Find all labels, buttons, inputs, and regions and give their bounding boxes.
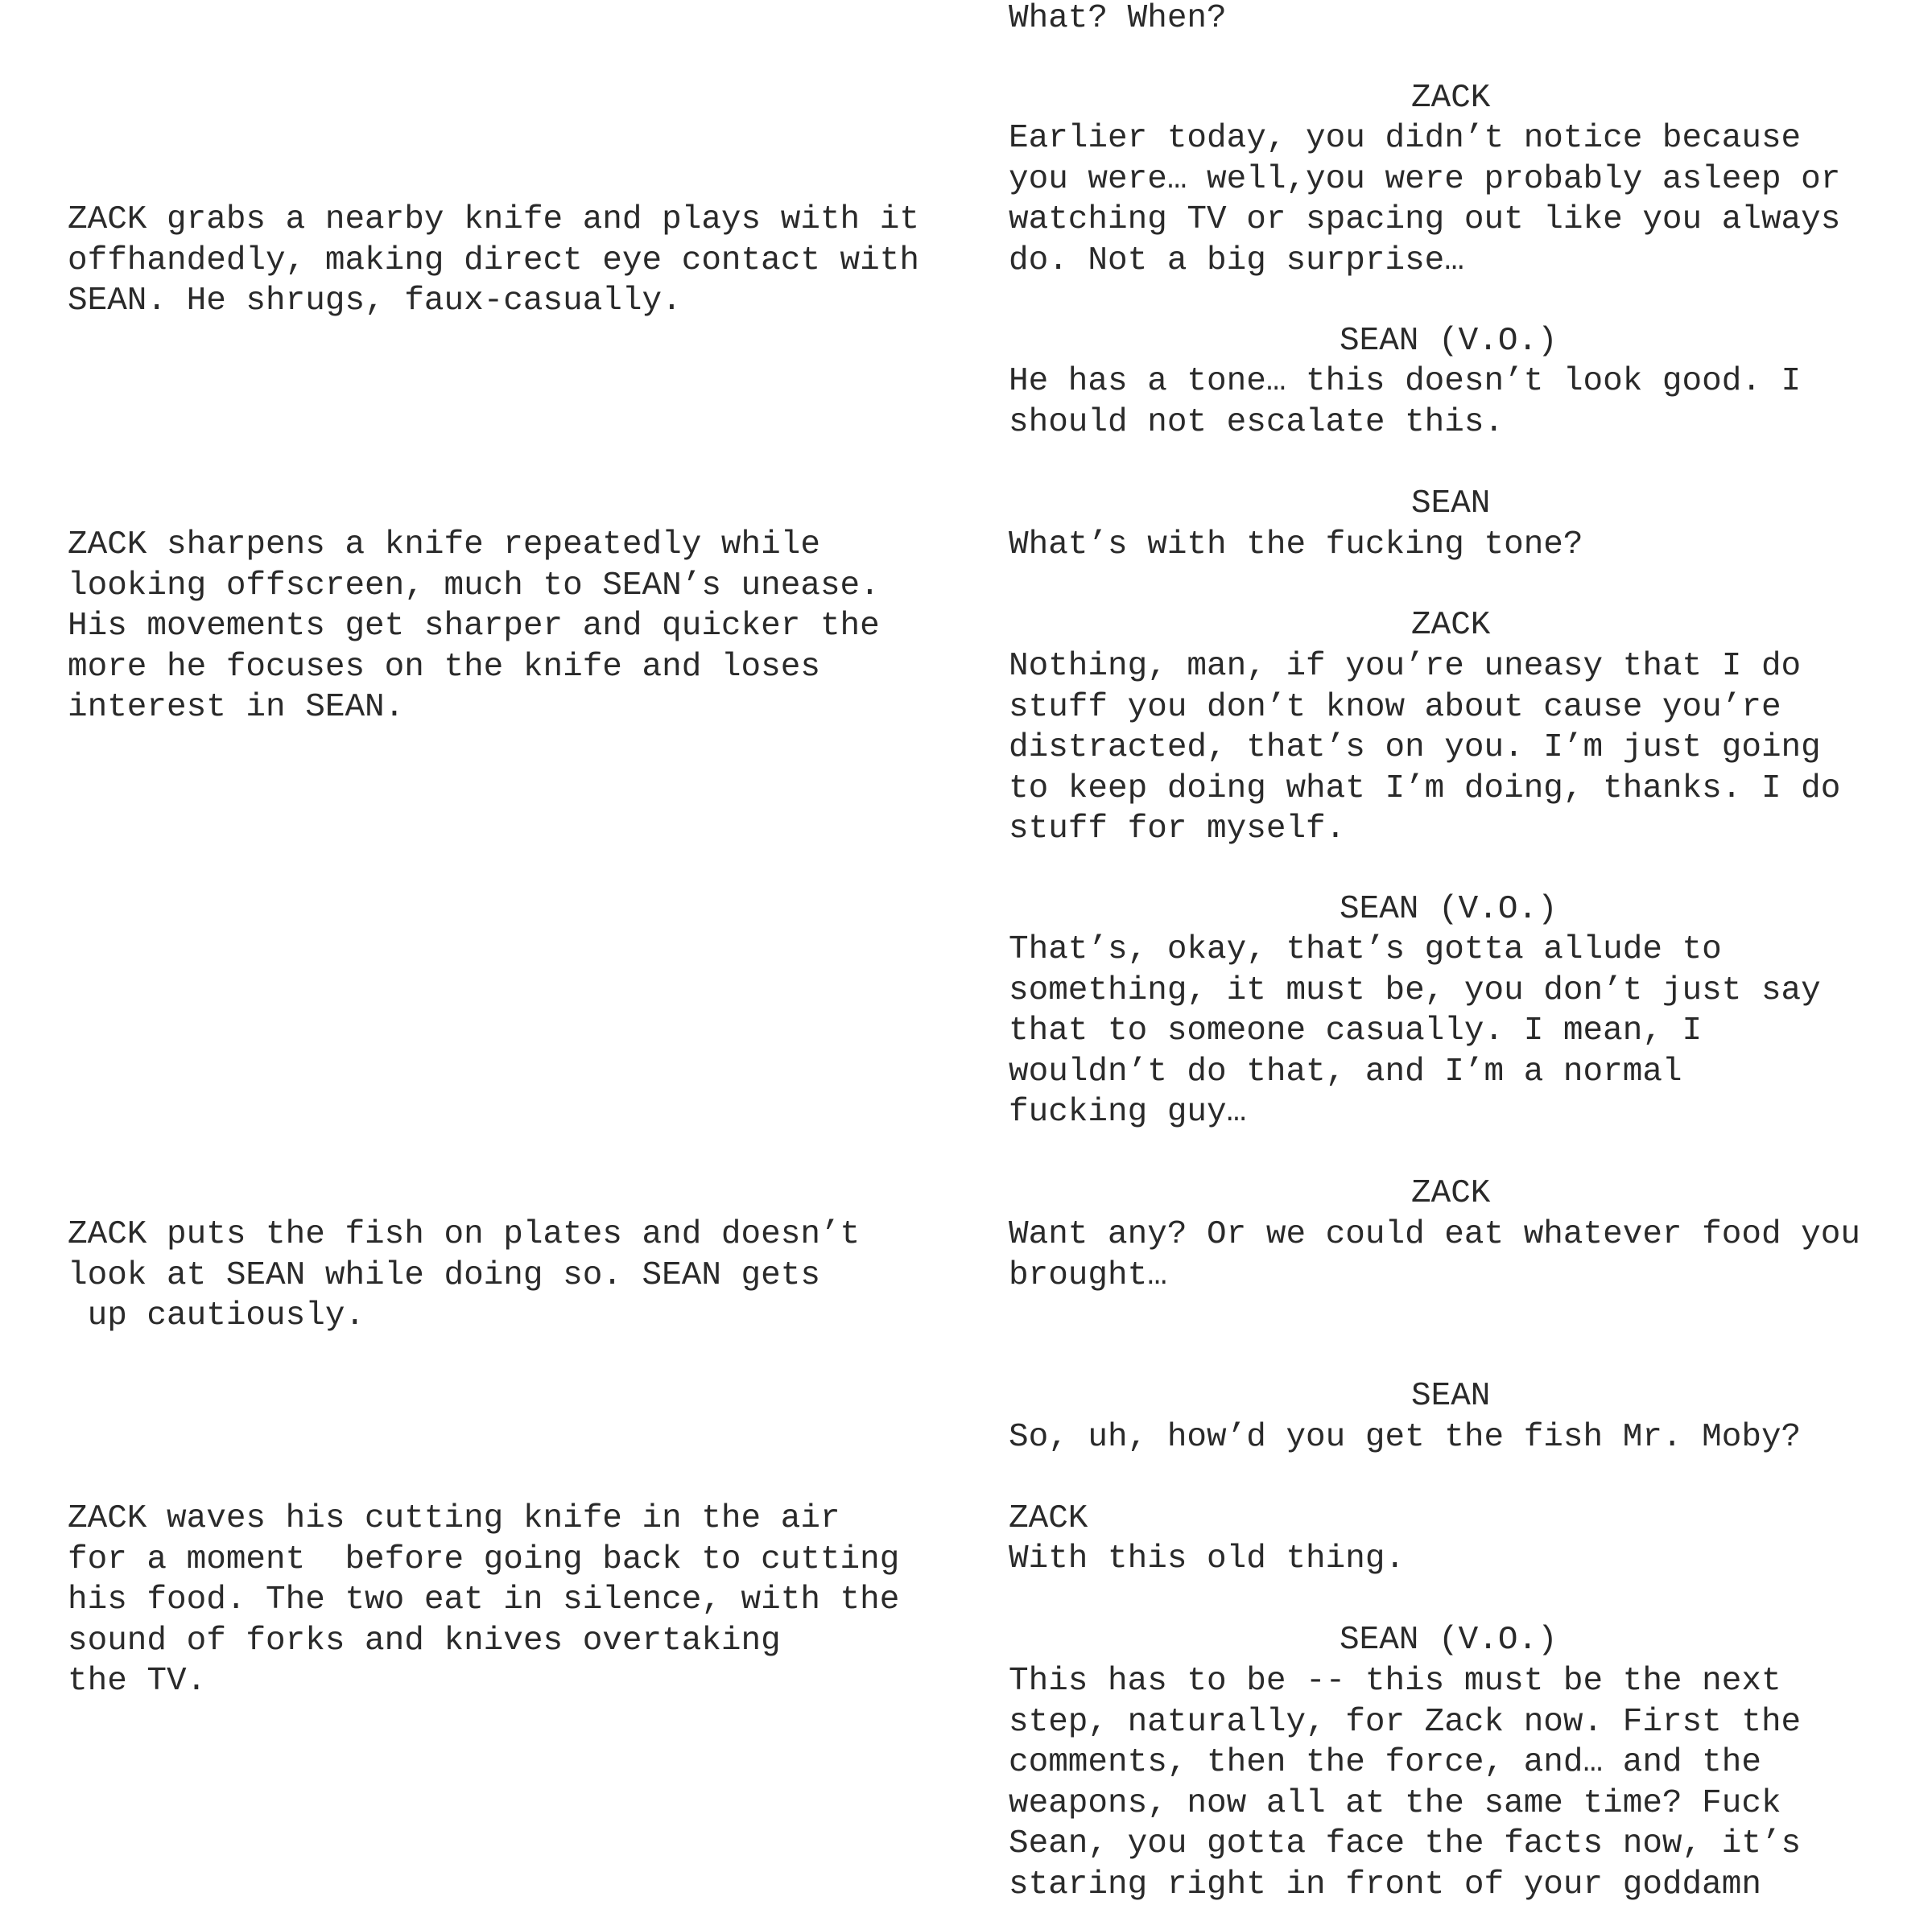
dialogue-line: Nothing, man, if you’re uneasy that I do stuff you don’t know about cause you’re distracted, that’s on you. I’m just going to keep doing what I’m doing, thanks. I do stuff for myself.: [1009, 648, 1841, 847]
character-cue: SEAN (V.O.): [1340, 1622, 1558, 1659]
dialogue-line: This has to be -- this must be the next step, naturally, for Zack now. First the comments, then the force, and… and the weapons, now all at the same time? Fuck Sean, you gotta face the facts now, it’s staring right in front of your goddamn: [1009, 1663, 1802, 1903]
dialogue-line: What? When?: [1009, 0, 1227, 37]
dialogue-line: So, uh, how’d you get the fish Mr. Moby?: [1009, 1419, 1802, 1456]
character-cue: SEAN (V.O.): [1340, 323, 1558, 360]
dialogue-line: What’s with the fucking tone?: [1009, 526, 1583, 563]
dialogue-line: With this old thing.: [1009, 1540, 1406, 1577]
dialogue-line: He has a tone… this doesn’t look good. I should not escalate this.: [1009, 363, 1802, 441]
character-cue: ZACK: [1411, 607, 1491, 644]
character-cue: ZACK: [1009, 1500, 1088, 1537]
dialogue-line: Want any? Or we could eat whatever food you brought…: [1009, 1216, 1860, 1294]
dialogue-line: That’s, okay, that’s gotta allude to something, it must be, you don’t just say that to someone casually. I mean, I wouldn’t do that, and I’m a normal fucking guy…: [1009, 931, 1821, 1131]
character-cue: SEAN (V.O.): [1340, 891, 1558, 928]
character-cue: ZACK: [1411, 80, 1491, 117]
character-cue: SEAN: [1411, 1378, 1491, 1415]
action-line: ZACK sharpens a knife repeatedly while looking offscreen, much to SEAN’s unease. His movements get sharper and quicker the more he focuses on the knife and loses interest in SEAN.: [68, 526, 880, 726]
character-cue: SEAN: [1411, 485, 1491, 522]
action-line: ZACK grabs a nearby knife and plays with it offhandedly, making direct eye contact with SEAN. He shrugs, faux-casually.: [68, 201, 919, 320]
dialogue-line: Earlier today, you didn’t notice because you were… well,you were probably asleep or watching TV or spacing out like you always do. Not a big surprise…: [1009, 120, 1841, 279]
character-cue: ZACK: [1411, 1175, 1491, 1212]
action-line: ZACK waves his cutting knife in the air for a moment before going back to cutting his food. The two eat in silence, with the sound of forks and knives overtaking the TV.: [68, 1500, 900, 1700]
action-line: ZACK puts the fish on plates and doesn’t look at SEAN while doing so. SEAN gets up cautiously.: [68, 1216, 861, 1334]
